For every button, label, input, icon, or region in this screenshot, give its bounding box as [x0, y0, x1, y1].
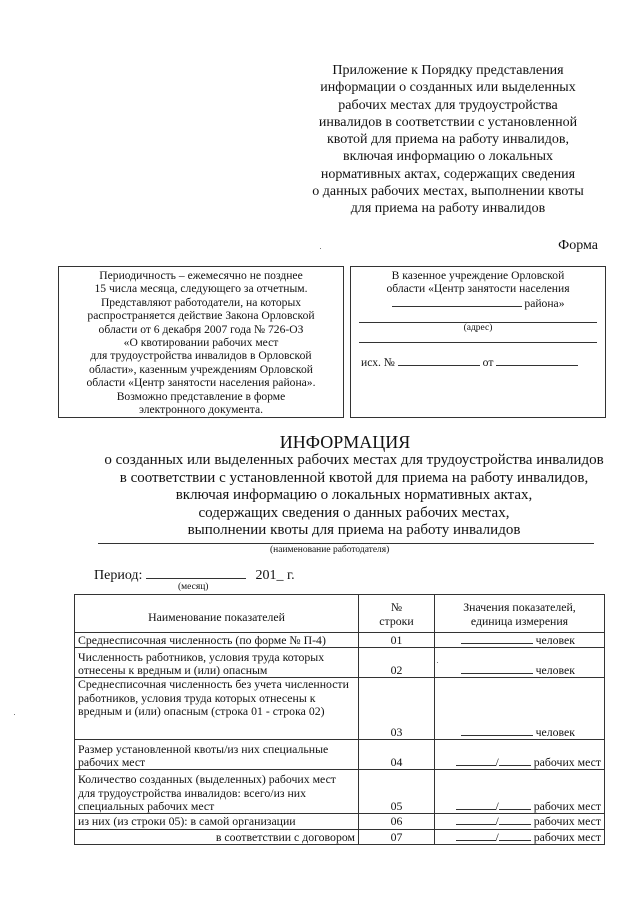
appendix-header [288, 62, 608, 218]
row-number-cell: 05 [359, 770, 435, 814]
table-row [75, 633, 605, 648]
value-cell [435, 678, 605, 740]
header-line: включая информацию о локальных [343, 149, 553, 165]
ref-no-input[interactable] [398, 355, 480, 366]
scan-speck [437, 662, 438, 663]
table-row [75, 829, 605, 844]
subtitle-line: выполнении квоты для приема на работу инвалидов [187, 522, 521, 538]
indicator-cell: Количество созданных (выделенных) рабочих мест для трудоустройства инвалидов: всего/из них специальных рабочих мест [75, 770, 359, 814]
header-line: Приложение к Порядку представления [332, 63, 564, 78]
document-subtitle [94, 452, 614, 540]
periodicity-line: Периодичность – ежемесячно не позднее [99, 269, 303, 282]
addressee-line [351, 296, 605, 310]
row-number-header [359, 595, 435, 633]
address-line-2[interactable] [359, 342, 597, 343]
by-contract-special-input[interactable] [499, 830, 531, 841]
row-number-cell: 01 [359, 633, 435, 648]
addressee-line: области «Центр занятости населения [386, 282, 570, 296]
table-row [75, 678, 605, 740]
periodicity-line: электронного документа. [138, 403, 264, 417]
ref-date-input[interactable] [496, 355, 578, 366]
subtitle-line: о созданных или выделенных рабочих местах для трудоустройства инвалидов [104, 452, 604, 468]
district-suffix: района» [524, 296, 565, 310]
indicator-cell: из них (из строки 05): в самой организации [75, 814, 359, 829]
value-input[interactable] [461, 725, 533, 736]
unit-label: человек [535, 633, 575, 647]
unit-label: рабочих мест [533, 755, 601, 769]
form-label: Форма [558, 238, 598, 253]
period-year: 201_ г. [255, 568, 295, 583]
periodicity-line: «О квотировании рабочих мест [123, 336, 279, 350]
table-row [75, 648, 605, 678]
in-org-special-input[interactable] [499, 814, 531, 825]
unit-label: рабочих мест [533, 814, 601, 829]
header-line: о данных рабочих местах, выполнении квоты [312, 184, 584, 200]
indicator-cell: в соответствии с договором [75, 829, 359, 844]
fraction-slash: / [495, 829, 499, 844]
row-number-header-line1: № [390, 599, 403, 614]
address-caption: (адрес) [463, 323, 493, 334]
periodicity-line: 15 числа месяца, следующего за отчетным. [94, 282, 308, 296]
unit-label: рабочих мест [533, 829, 601, 844]
reference-row [361, 355, 605, 369]
employer-name-field[interactable] [98, 543, 594, 544]
row-number-cell: 02 [359, 648, 435, 678]
value-header-line1: Значения показателей, [463, 599, 576, 614]
periodicity-line: области от 6 декабря 2007 года № 726-ОЗ [98, 322, 304, 336]
subtitle-line: в соответствии с установленной квотой для приема на работу инвалидов, [119, 469, 589, 486]
ref-from-label: от [482, 356, 494, 370]
fraction-slash: / [495, 755, 499, 769]
periodicity-box [58, 266, 344, 418]
created-total-input[interactable] [456, 799, 496, 810]
header-line: информации о созданных или выделенных [320, 80, 576, 96]
value-cell [435, 740, 605, 770]
row-number-cell: 03 [359, 678, 435, 740]
document-title: ИНФОРМАЦИЯ [279, 432, 411, 452]
by-contract-total-input[interactable] [456, 830, 496, 841]
value-header-line2: единица измерения [470, 613, 569, 628]
indicator-cell: Размер установленной квоты/из них специальные рабочих мест [75, 740, 359, 770]
value-cell [435, 633, 605, 648]
header-line: инвалидов в соответствии с установленной [318, 114, 578, 130]
row-number-cell: 06 [359, 814, 435, 829]
unit-label: человек [535, 663, 575, 677]
value-input[interactable] [461, 663, 533, 674]
periodicity-line: области», казенным учреждениям Орловской [89, 362, 313, 376]
indicator-cell: Среднесписочная численность без учета численности работников, условия труда которых отнесены к вредным и (или) опасным (строка 01 - строка 02) [75, 678, 359, 740]
addressee-line: В казенное учреждение Орловской [391, 269, 565, 282]
periodicity-line: Возможно представление в форме [116, 389, 286, 403]
value-cell [435, 829, 605, 844]
header-line: для приема на работу инвалидов [350, 201, 546, 217]
periodicity-line: для трудоустройства инвалидов в Орловской [90, 349, 312, 363]
indicator-cell: Численность работников, условия труда которых отнесены к вредным и (или) опасным [75, 648, 359, 678]
table-row [75, 814, 605, 829]
addressee-box [350, 266, 606, 418]
value-cell [435, 814, 605, 829]
fraction-slash: / [495, 814, 499, 829]
value-input[interactable] [461, 633, 533, 644]
table-row [75, 770, 605, 814]
table-row [75, 740, 605, 770]
row-number-header-line2: строки [379, 613, 414, 628]
quota-total-input[interactable] [456, 755, 496, 766]
month-caption: (месяц) [178, 582, 209, 592]
unit-label: человек [535, 725, 575, 739]
subtitle-line: включая информацию о локальных нормативных актах, [175, 487, 533, 503]
fraction-slash: / [495, 799, 499, 813]
row-number-cell: 07 [359, 829, 435, 844]
periodicity-line: области «Центр занятости населения района». [86, 376, 316, 390]
quota-special-input[interactable] [499, 755, 531, 766]
district-blank[interactable] [392, 296, 522, 307]
indicator-header: Наименование показателей [75, 595, 359, 633]
header-line: рабочих местах для трудоустройства [338, 97, 558, 113]
value-cell [435, 648, 605, 678]
created-special-input[interactable] [499, 799, 531, 810]
periodicity-line: распространяется действие Закона Орловской [87, 309, 315, 323]
row-number-cell: 04 [359, 740, 435, 770]
period-month-input[interactable] [146, 566, 246, 579]
indicator-cell: Среднесписочная численность (по форме № П-4) [75, 633, 359, 648]
unit-label: рабочих мест [533, 799, 601, 813]
subtitle-line: содержащих сведения о данных рабочих местах, [198, 504, 510, 521]
scan-speck [320, 248, 321, 249]
header-line: квотой для приема на работу инвалидов, [326, 132, 570, 148]
in-org-total-input[interactable] [456, 814, 496, 825]
indicators-table [74, 594, 605, 845]
period-label: Период: [94, 568, 143, 583]
header-line: нормативных актах, содержащих сведения [320, 166, 576, 182]
ref-no-label: исх. № [361, 356, 395, 370]
scan-speck [14, 714, 15, 715]
employer-caption: (наименование работодателя) [270, 545, 390, 555]
value-header [435, 595, 605, 633]
value-cell [435, 770, 605, 814]
periodicity-line: Представляют работодатели, на которых [100, 295, 302, 309]
table-header-row [75, 595, 605, 633]
